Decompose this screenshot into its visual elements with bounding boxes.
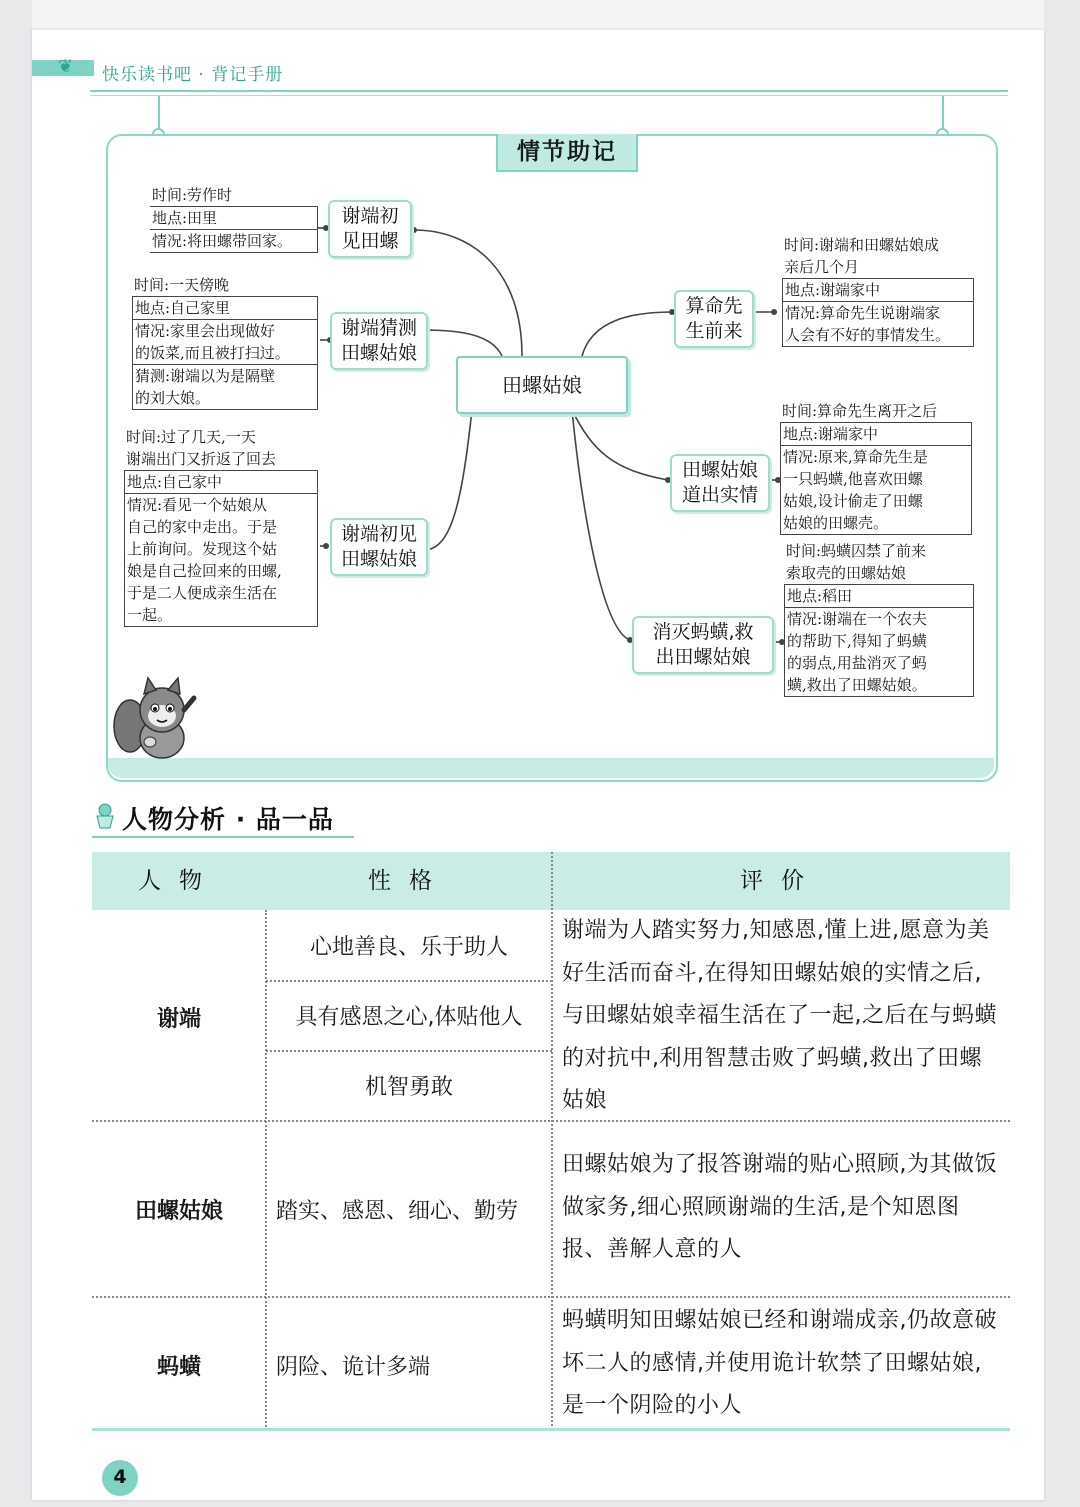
evaluation-cell: 谢端为人踏实努力,知感恩,懂上进,愿意为美好生活而奋斗,在得知田螺姑娘的实情之后,与田螺姑娘幸福生活在了一起,之后在与蚂蟥的对抗中,利用智慧击败了蚂蟥,救出了田螺姑娘 (562, 918, 997, 1113)
trait-cell: 心地善良、乐于助人 (309, 935, 508, 960)
node-left-3: 谢端初见 田螺姑娘 (330, 518, 428, 576)
info-right-3 (784, 540, 974, 697)
name-tianluo-guniang: 田螺姑娘 (134, 1199, 223, 1224)
trait-cell: 阴险、诡计多端 (276, 1355, 431, 1380)
info-row: 地点:谢端家中 (780, 423, 972, 446)
mindmap-title: 情节助记 (496, 134, 638, 172)
name-xieduan: 谢端 (156, 1007, 201, 1032)
info-row: 情况:算命先生说谢端家 人会有不好的事情发生。 (782, 302, 974, 347)
info-row: 情况:将田螺带回家。 (150, 230, 318, 253)
center-node: 田螺姑娘 (456, 356, 628, 414)
trait-cell: 踏实、感恩、细心、勤劳 (276, 1199, 519, 1224)
info-row: 情况:谢端在一个农夫 的帮助下,得知了蚂蟥 的弱点,用盐消灭了蚂 蟥,救出了田螺姑娘。 (784, 608, 974, 697)
leaf-icon: ❦ (58, 56, 74, 77)
evaluation-cell: 蚂蟥明知田螺姑娘已经和谢端成亲,仍故意破坏二人的感情,并使用诡计软禁了田螺姑娘,是一个阴险的小人 (562, 1308, 997, 1418)
page-number: 4 (102, 1460, 138, 1496)
info-row: 情况:家里会出现做好 的饭菜,而且被打扫过。 (132, 320, 318, 365)
info-row: 猜测:谢端以为是隔壁 的刘大娘。 (132, 365, 318, 410)
flower-pot-icon (92, 802, 118, 830)
info-row: 时间:过了几天,一天 谢端出门又折返了回去 (124, 426, 318, 471)
node-right-2: 田螺姑娘 道出实情 (670, 454, 770, 512)
evaluation-cell: 田螺姑娘为了报答谢端的贴心照顾,为其做饭做家务,细心照顾谢端的生活,是个知恩图报、善解人意的人 (562, 1152, 997, 1262)
section-underline (92, 836, 354, 838)
trait-cell: 机智勇敢 (364, 1075, 453, 1100)
section-title: 人物分析 · 品一品 (122, 805, 334, 834)
info-left-2 (132, 274, 318, 410)
info-left-3 (124, 426, 318, 627)
info-row: 地点:稻田 (784, 585, 974, 608)
info-row: 情况:看见一个姑娘从 自己的家中走出。于是 上前询问。发现这个姑 娘是自己捡回来的田螺, 于是二人便成亲生活在 一起。 (124, 494, 318, 627)
name-mahuang: 蚂蟥 (156, 1355, 201, 1380)
info-row: 地点:谢端家中 (782, 279, 974, 302)
trait-cell: 具有感恩之心,体贴他人 (295, 1005, 523, 1030)
node-left-1: 谢端初 见田螺 (328, 200, 412, 258)
info-row: 地点:自己家里 (132, 297, 318, 320)
info-row: 时间:蚂蟥囚禁了前来 索取壳的田螺姑娘 (784, 540, 974, 585)
info-row: 时间:一天傍晚 (132, 274, 318, 297)
info-row: 情况:原来,算命先生是 一只蚂蟥,他喜欢田螺 姑娘,设计偷走了田螺 姑娘的田螺壳。 (780, 446, 972, 535)
header-personality: 性格 (368, 868, 450, 894)
sub-row-divider (266, 980, 552, 982)
info-row: 地点:田里 (150, 207, 318, 230)
page (32, 30, 1044, 1500)
top-margin (32, 0, 1044, 30)
info-right-1 (782, 234, 974, 347)
squirrel-mascot-icon (110, 676, 200, 762)
info-right-2 (780, 400, 972, 535)
info-row: 时间:谢端和田螺姑娘成 亲后几个月 (782, 234, 974, 279)
node-left-2: 谢端猜测 田螺姑娘 (330, 312, 428, 370)
sub-row-divider (266, 1050, 552, 1052)
node-right-1: 算命先 生前来 (674, 290, 754, 348)
node-right-3: 消灭蚂蟥,救 出田螺姑娘 (632, 616, 774, 674)
row-divider (92, 1296, 1010, 1298)
header-title: 快乐读书吧 · 背记手册 (102, 65, 284, 85)
info-row: 时间:劳作时 (150, 184, 318, 207)
header-evaluation: 评价 (740, 868, 822, 894)
info-left-1 (150, 184, 318, 253)
info-row: 时间:算命先生离开之后 (780, 400, 972, 423)
info-row: 地点:自己家中 (124, 471, 318, 494)
header-person: 人物 (138, 868, 220, 894)
footer-rule (92, 1428, 1010, 1431)
